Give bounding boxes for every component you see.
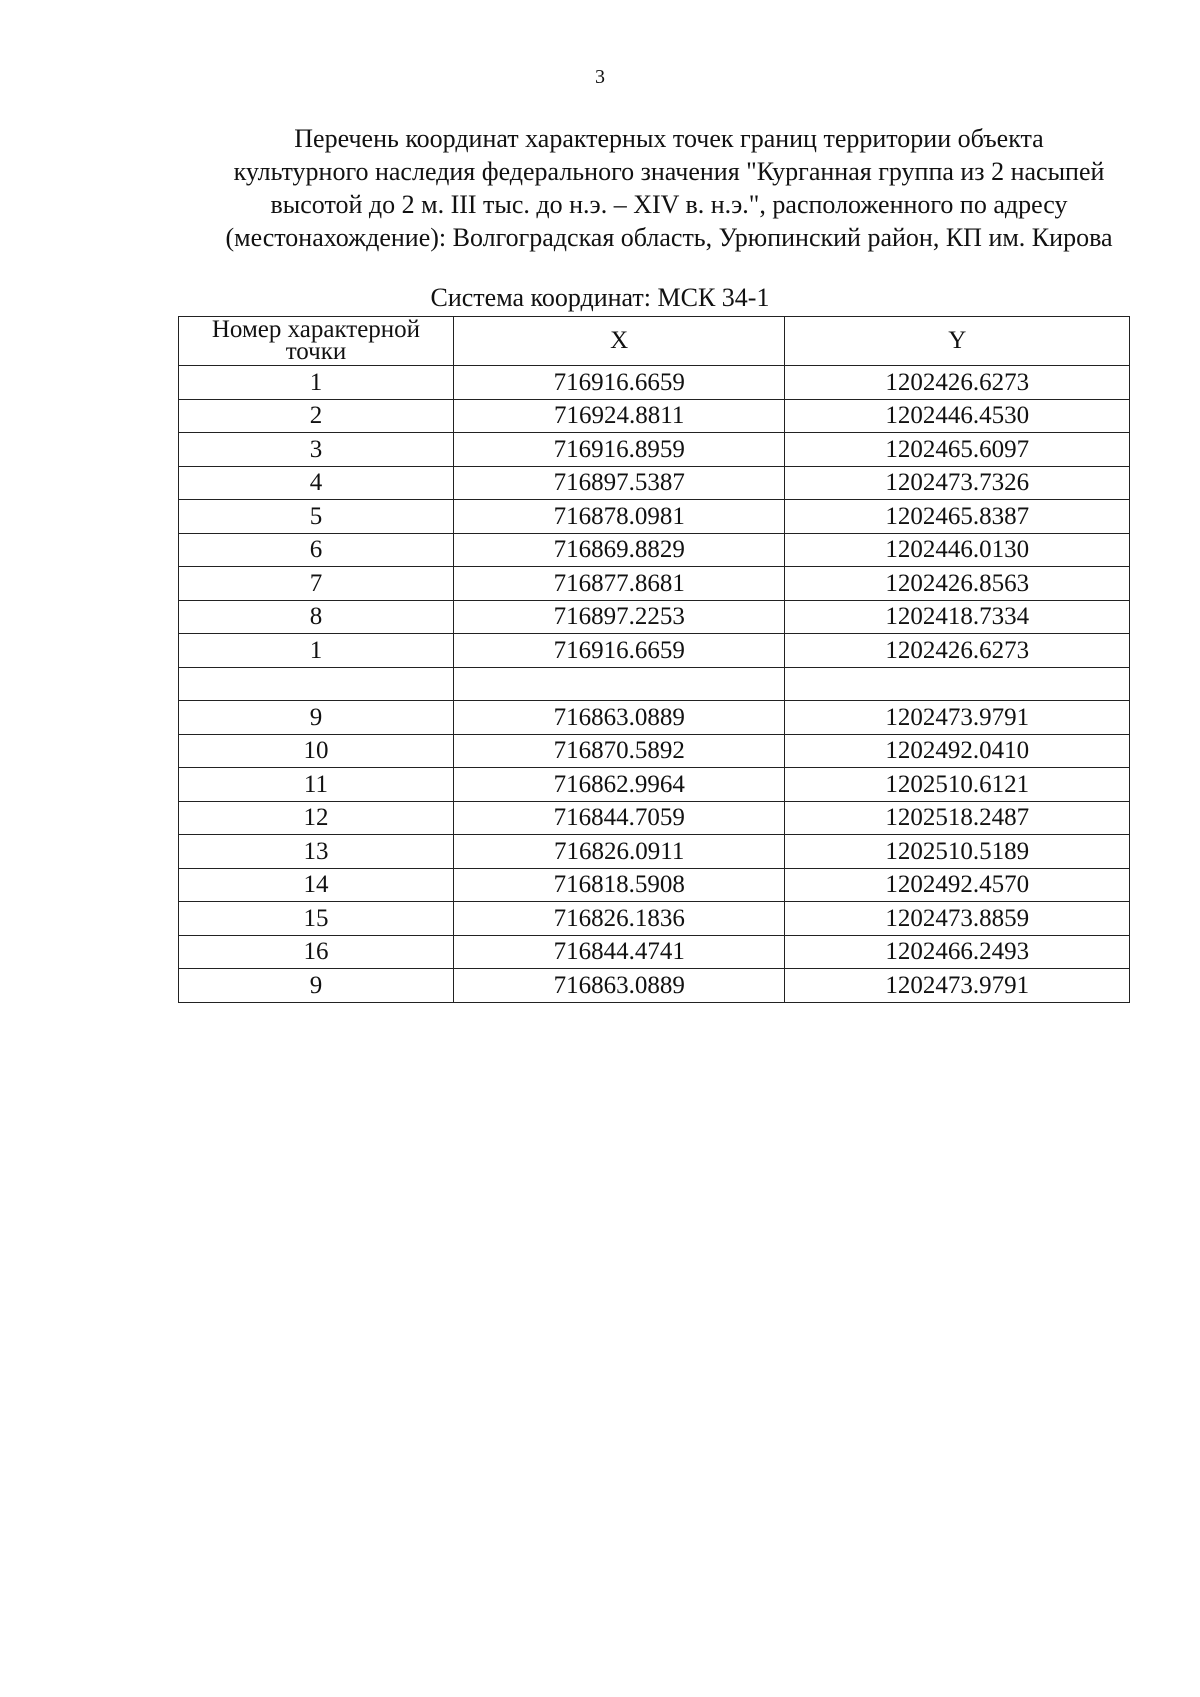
cell-x: 716869.8829 <box>453 533 785 567</box>
cell-x: 716844.4741 <box>453 935 785 969</box>
cell-y: 1202418.7334 <box>785 600 1130 634</box>
cell-point-number: 15 <box>179 902 454 936</box>
cell-point-number: 10 <box>179 734 454 768</box>
cell-x: 716826.1836 <box>453 902 785 936</box>
cell-x: 716916.6659 <box>453 634 785 668</box>
cell-x: 716844.7059 <box>453 801 785 835</box>
table-row <box>179 701 1130 735</box>
cell-x: 716863.0889 <box>453 969 785 1003</box>
cell-x: 716870.5892 <box>453 734 785 768</box>
cell-y: 1202473.8859 <box>785 902 1130 936</box>
table-row <box>179 500 1130 534</box>
table-row <box>179 567 1130 601</box>
table-row <box>179 734 1130 768</box>
table-row <box>179 935 1130 969</box>
table-row <box>179 399 1130 433</box>
title-line: высотой до 2 м. III тыс. до н.э. – XIV в. н.э.", расположенного по адресу <box>270 190 1068 219</box>
cell-y: 1202446.4530 <box>785 399 1130 433</box>
table-body <box>179 366 1130 1003</box>
cell-point-number: 2 <box>179 399 454 433</box>
cell-y: 1202473.9791 <box>785 701 1130 735</box>
title-line: Перечень координат характерных точек границ территории объекта <box>294 124 1044 153</box>
table-row <box>179 600 1130 634</box>
cell-point-number: 3 <box>179 433 454 467</box>
table-row <box>179 533 1130 567</box>
cell-y: 1202465.8387 <box>785 500 1130 534</box>
table-row <box>179 634 1130 668</box>
cell-x: 716818.5908 <box>453 868 785 902</box>
cell-x: 716897.5387 <box>453 466 785 500</box>
cell-y: 1202510.5189 <box>785 835 1130 869</box>
cell-y: 1202492.4570 <box>785 868 1130 902</box>
table-row <box>179 466 1130 500</box>
coordinate-system-caption: Система координат: МСК 34-1 <box>430 283 770 312</box>
header-point-number: Номер характерной точки <box>179 317 454 366</box>
cell-point-number: 11 <box>179 768 454 802</box>
table-row <box>179 433 1130 467</box>
cell-y: 1202518.2487 <box>785 801 1130 835</box>
table-row <box>179 902 1130 936</box>
cell-point-number: 4 <box>179 466 454 500</box>
header-x: X <box>453 317 785 366</box>
table-row <box>179 768 1130 802</box>
cell-y: 1202473.9791 <box>785 969 1130 1003</box>
cell-y: 1202426.8563 <box>785 567 1130 601</box>
cell-x: 716877.8681 <box>453 567 785 601</box>
cell-x: 716878.0981 <box>453 500 785 534</box>
table-row <box>179 801 1130 835</box>
cell-point-number: 13 <box>179 835 454 869</box>
cell-y: 1202426.6273 <box>785 634 1130 668</box>
cell-point-number: 14 <box>179 868 454 902</box>
cell-x: 716863.0889 <box>453 701 785 735</box>
cell-y: 1202465.6097 <box>785 433 1130 467</box>
cell-x: 716924.8811 <box>453 399 785 433</box>
cell-y: 1202510.6121 <box>785 768 1130 802</box>
title-line: (местонахождение): Волгоградская область, Урюпинский район, КП им. Кирова <box>225 223 1113 252</box>
cell-point-number: 8 <box>179 600 454 634</box>
cell-point-number: 5 <box>179 500 454 534</box>
cell-point-number: 6 <box>179 533 454 567</box>
cell-x: 716916.8959 <box>453 433 785 467</box>
table-row <box>179 366 1130 400</box>
table-row <box>179 969 1130 1003</box>
cell-y: 1202466.2493 <box>785 935 1130 969</box>
coordinates-table <box>178 316 1130 1003</box>
cell-y: 1202492.0410 <box>785 734 1130 768</box>
cell-y <box>785 667 1130 701</box>
table-header-row <box>179 317 1130 366</box>
table-row <box>179 868 1130 902</box>
cell-y: 1202426.6273 <box>785 366 1130 400</box>
cell-point-number: 12 <box>179 801 454 835</box>
cell-point-number: 1 <box>179 634 454 668</box>
cell-y: 1202473.7326 <box>785 466 1130 500</box>
cell-point-number: 9 <box>179 701 454 735</box>
cell-y: 1202446.0130 <box>785 533 1130 567</box>
cell-point-number: 1 <box>179 366 454 400</box>
cell-point-number: 9 <box>179 969 454 1003</box>
table-row <box>179 835 1130 869</box>
document-title <box>140 122 1198 254</box>
cell-x: 716916.6659 <box>453 366 785 400</box>
cell-point-number <box>179 667 454 701</box>
cell-x <box>453 667 785 701</box>
cell-x: 716897.2253 <box>453 600 785 634</box>
table-row <box>179 667 1130 701</box>
cell-point-number: 16 <box>179 935 454 969</box>
header-y: Y <box>785 317 1130 366</box>
cell-x: 716862.9964 <box>453 768 785 802</box>
cell-point-number: 7 <box>179 567 454 601</box>
title-line: культурного наследия федерального значения "Курганная группа из 2 насыпей <box>233 157 1105 186</box>
cell-x: 716826.0911 <box>453 835 785 869</box>
page-number: 3 <box>595 66 605 88</box>
